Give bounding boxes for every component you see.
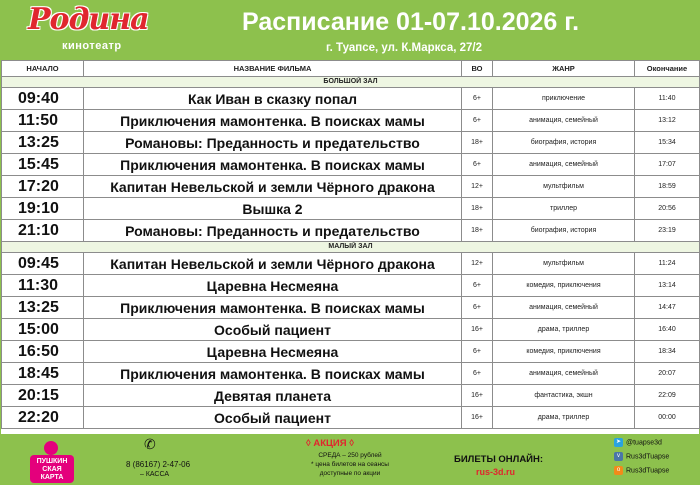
- footer: [0, 434, 700, 485]
- promo-line-1: СРЕДА – 250 рублей: [318, 452, 382, 459]
- session-start-time: 15:00: [2, 319, 84, 341]
- table-row: [2, 154, 700, 176]
- film-title: Капитан Невельской и земли Чёрного дракона: [84, 253, 462, 275]
- session-start-time: 19:10: [2, 198, 84, 220]
- film-genre: биография, история: [493, 220, 635, 242]
- session-start-time: 21:10: [2, 220, 84, 242]
- film-title: Приключения мамонтенка. В поисках мамы: [84, 154, 462, 176]
- session-end-time: 17:07: [635, 154, 700, 176]
- table-row: [2, 88, 700, 110]
- social-label: Rus3dTuapse: [626, 453, 670, 461]
- session-end-time: 16:40: [635, 319, 700, 341]
- tickets-site-link[interactable]: rus-3d.ru: [476, 467, 516, 477]
- social-vk[interactable]: [614, 452, 669, 461]
- film-title: Особый пациент: [84, 319, 462, 341]
- pushkin-card-label: ПУШКИН СКАЯ КАРТА: [30, 455, 74, 483]
- table-row: [2, 363, 700, 385]
- promo-title: ◊ АКЦИЯ ◊: [306, 438, 354, 449]
- age-rating: 6+: [462, 275, 493, 297]
- session-start-time: 17:20: [2, 176, 84, 198]
- film-title: Романовы: Преданность и предательство: [84, 220, 462, 242]
- table-row: [2, 385, 700, 407]
- telegram-icon: ➤: [615, 439, 622, 445]
- film-genre: анимация, семейный: [493, 363, 635, 385]
- promo-line-3: доступные по акции: [319, 470, 381, 477]
- film-title: Приключения мамонтенка. В поисках мамы: [84, 110, 462, 132]
- session-start-time: 13:25: [2, 132, 84, 154]
- table-row: [2, 297, 700, 319]
- table-row: [2, 253, 700, 275]
- phone-note: – КАССА: [140, 471, 170, 478]
- session-end-time: 11:24: [635, 253, 700, 275]
- hall-name: МАЛЫЙ ЗАЛ: [2, 242, 700, 253]
- age-rating: 16+: [462, 319, 493, 341]
- social-label: @tuapse3d: [626, 439, 662, 447]
- age-rating: 16+: [462, 407, 493, 429]
- film-title: Царевна Несмеяна: [84, 275, 462, 297]
- hall-header-row: [2, 242, 700, 253]
- schedule-table-wrap: [1, 60, 699, 434]
- film-genre: драма, триллер: [493, 319, 635, 341]
- age-rating: 18+: [462, 198, 493, 220]
- ok-icon: o: [614, 466, 623, 475]
- col-header-title: НАЗВАНИЕ ФИЛЬМА: [84, 61, 462, 77]
- age-rating: 6+: [462, 341, 493, 363]
- session-end-time: 18:59: [635, 176, 700, 198]
- film-genre: приключение: [493, 88, 635, 110]
- cinema-address: г. Туапсе, ул. К.Маркса, 27/2: [326, 42, 482, 54]
- film-genre: анимация, семейный: [493, 154, 635, 176]
- promo-line-2: * цена билетов на сеансы: [311, 461, 389, 468]
- table-row: [2, 132, 700, 154]
- age-rating: 6+: [462, 88, 493, 110]
- session-start-time: 09:45: [2, 253, 84, 275]
- film-title: Как Иван в сказку попал: [84, 88, 462, 110]
- film-genre: комедия, приключения: [493, 275, 635, 297]
- table-row: [2, 220, 700, 242]
- film-genre: анимация, семейный: [493, 297, 635, 319]
- table-row: [2, 341, 700, 363]
- session-start-time: 13:25: [2, 297, 84, 319]
- film-title: Царевна Несмеяна: [84, 341, 462, 363]
- film-title: Особый пациент: [84, 407, 462, 429]
- age-rating: 6+: [462, 297, 493, 319]
- tickets-online-label: БИЛЕТЫ ОНЛАЙН:: [454, 454, 544, 465]
- age-rating: 16+: [462, 385, 493, 407]
- film-genre: комедия, приключения: [493, 341, 635, 363]
- col-header-end: Окончание: [635, 61, 700, 77]
- film-genre: мультфильм: [493, 253, 635, 275]
- session-end-time: 14:47: [635, 297, 700, 319]
- table-row: [2, 275, 700, 297]
- table-row: [2, 407, 700, 429]
- logo-subtitle: кинотеатр: [62, 40, 122, 52]
- social-telegram[interactable]: [614, 438, 662, 447]
- film-title: Вышка 2: [84, 198, 462, 220]
- session-end-time: 00:00: [635, 407, 700, 429]
- session-end-time: 15:34: [635, 132, 700, 154]
- session-start-time: 18:45: [2, 363, 84, 385]
- table-row: [2, 319, 700, 341]
- age-rating: 6+: [462, 363, 493, 385]
- age-rating: 18+: [462, 220, 493, 242]
- film-title: Приключения мамонтенка. В поисках мамы: [84, 363, 462, 385]
- session-start-time: 09:40: [2, 88, 84, 110]
- pushkin-card-icon: [30, 441, 74, 483]
- phone-icon: ✆: [144, 436, 156, 452]
- session-end-time: 23:19: [635, 220, 700, 242]
- col-header-genre: ЖАНР: [493, 61, 635, 77]
- page-title: Расписание 01-07.10.2026 г.: [242, 8, 580, 36]
- session-start-time: 22:20: [2, 407, 84, 429]
- session-start-time: 11:30: [2, 275, 84, 297]
- session-end-time: 20:07: [635, 363, 700, 385]
- film-genre: анимация, семейный: [493, 110, 635, 132]
- cinema-logo: Родина: [28, 2, 149, 37]
- phone-number: 8 (86167) 2-47-06: [126, 460, 191, 469]
- session-start-time: 15:45: [2, 154, 84, 176]
- age-rating: 12+: [462, 176, 493, 198]
- hall-name: БОЛЬШОЙ ЗАЛ: [2, 77, 700, 88]
- session-end-time: 18:34: [635, 341, 700, 363]
- film-genre: биография, история: [493, 132, 635, 154]
- session-start-time: 20:15: [2, 385, 84, 407]
- session-end-time: 22:09: [635, 385, 700, 407]
- session-end-time: 13:12: [635, 110, 700, 132]
- age-rating: 18+: [462, 132, 493, 154]
- header: [0, 0, 700, 60]
- film-genre: драма, триллер: [493, 407, 635, 429]
- vk-icon: v: [614, 452, 623, 461]
- session-start-time: 16:50: [2, 341, 84, 363]
- social-ok[interactable]: [614, 466, 669, 475]
- film-genre: мультфильм: [493, 176, 635, 198]
- col-header-age: ВО: [462, 61, 493, 77]
- session-end-time: 11:40: [635, 88, 700, 110]
- hall-header-row: [2, 77, 700, 88]
- film-title: Девятая планета: [84, 385, 462, 407]
- table-row: [2, 198, 700, 220]
- session-end-time: 20:56: [635, 198, 700, 220]
- col-header-start: НАЧАЛО: [2, 61, 84, 77]
- age-rating: 12+: [462, 253, 493, 275]
- table-header-row: [2, 61, 700, 77]
- social-label: Rus3dTuapse: [626, 467, 670, 475]
- film-title: Капитан Невельской и земли Чёрного дракона: [84, 176, 462, 198]
- session-end-time: 13:14: [635, 275, 700, 297]
- film-genre: триллер: [493, 198, 635, 220]
- age-rating: 6+: [462, 110, 493, 132]
- age-rating: 6+: [462, 154, 493, 176]
- film-title: Приключения мамонтенка. В поисках мамы: [84, 297, 462, 319]
- schedule-table: [1, 60, 700, 429]
- schedule-body: [2, 77, 700, 429]
- session-start-time: 11:50: [2, 110, 84, 132]
- table-row: [2, 176, 700, 198]
- film-genre: фантастика, экшн: [493, 385, 635, 407]
- table-row: [2, 110, 700, 132]
- film-title: Романовы: Преданность и предательство: [84, 132, 462, 154]
